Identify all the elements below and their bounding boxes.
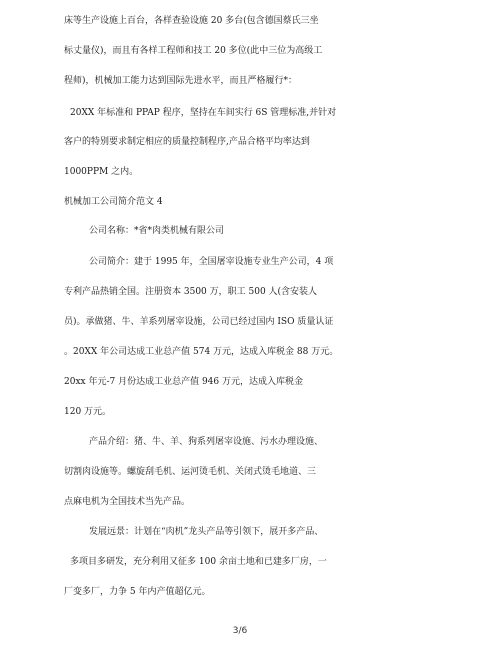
section-heading: 机械加工公司简介范文 4	[64, 197, 163, 207]
text-line: 产品介绍：猪、牛、羊、狗系列屠宰设施、污水办理设施、	[89, 437, 324, 447]
text-line: 专利产品热销全国。注册资本 3500 万，职工 500 人(含安装人	[64, 287, 318, 297]
text-line: 发展远景：计划在“肉机”龙头产品等引领下，展开多产品、	[89, 527, 324, 537]
text-line: 120 万元。	[64, 407, 112, 417]
text-line: 厂变多厂，力争 5 年内产值超亿元。	[64, 587, 211, 597]
text-line: 客户的特别要求制定相应的质量控制程序,产品合格平均率达到	[64, 137, 310, 147]
text-line: 标丈量仪)，而且有各样工程师和技工 20 多位(此中三位为高级工	[64, 46, 323, 56]
text-line: 程师)，机械加工能力达到国际先进水平，而且严格履行*：	[64, 76, 298, 86]
text-line: 20xx 年元-7 月份达成工业总产值 946 万元，达成入库税金	[64, 377, 303, 387]
text-line: 点麻电机为全国技术当先产品。	[64, 497, 191, 507]
text-line: 切割肉设施等。螺旋刮毛机、运河烫毛机、关闭式烫毛地道、三	[64, 467, 317, 477]
page-number: 3/6	[232, 626, 248, 636]
text-line: 公司名称：*省*肉类机械有限公司	[89, 226, 225, 236]
text-line: 1000PPM 之内。	[64, 167, 139, 177]
text-line: 20XX 年标准和 PPAP 程序，坚持在车间实行 6S 管理标准,并针对	[70, 108, 337, 118]
text-line: 多项目多研发，充分利用又征多 100 余亩土地和已建多厂房，一	[70, 557, 327, 567]
text-line: 床等生产设施上百台，各样查验设施 20 多台(包含德国蔡氏三坐	[64, 16, 319, 26]
text-line: 员)。承做猪、牛、羊系列屠宰设施，公司已经过国内 ISO 质量认证	[64, 317, 334, 327]
text-line: 公司简介：建于 1995 年，全国屠宰设施专业生产公司，4 项	[89, 257, 334, 267]
text-line: 。20XX 年公司达成工业总产值 574 万元，达成入库税金 88 万元。	[64, 347, 339, 357]
